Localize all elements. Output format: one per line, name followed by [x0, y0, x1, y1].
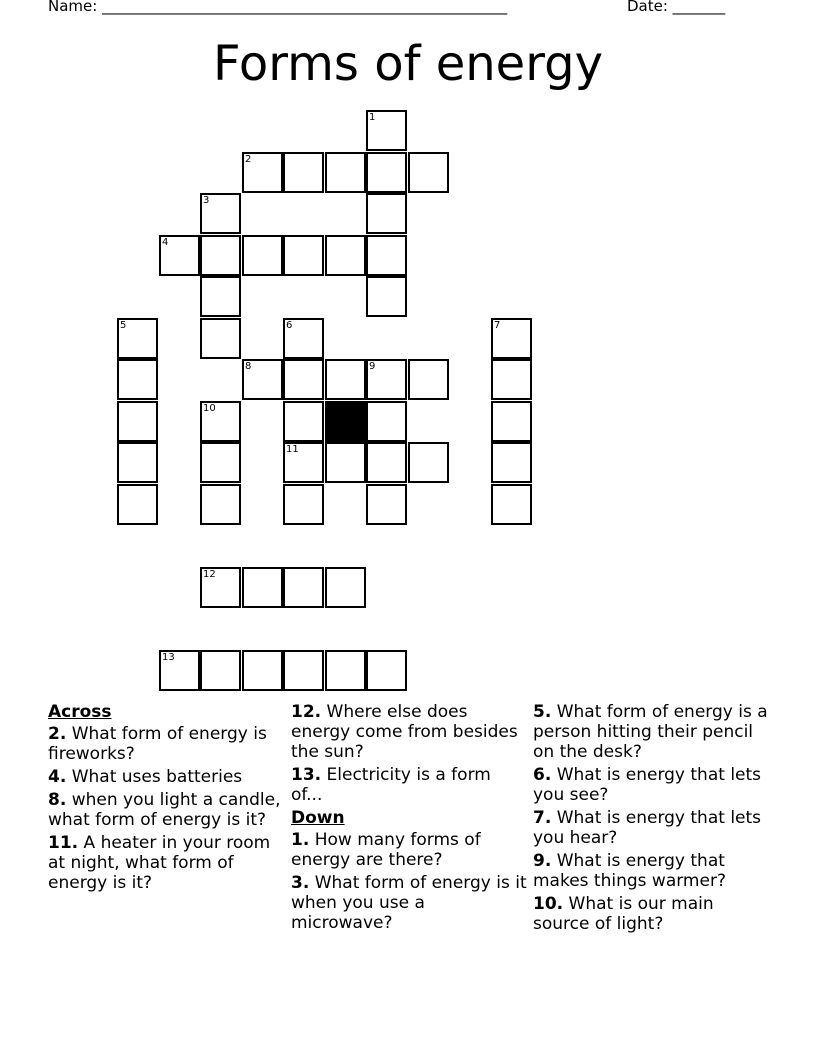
crossword-cell[interactable] [117, 359, 158, 400]
crossword-cell[interactable] [408, 152, 449, 193]
clue-number: 5. [533, 702, 552, 722]
crossword-cell[interactable] [408, 359, 449, 400]
crossword-cell[interactable] [325, 650, 366, 691]
crossword-cell[interactable] [117, 318, 158, 359]
crossword-cell[interactable] [491, 401, 532, 442]
crossword-cell[interactable] [283, 401, 324, 442]
clue-number: 11. [48, 833, 79, 853]
crossword-cell[interactable] [117, 442, 158, 483]
down-clue-6 [533, 765, 773, 805]
crossword-cell[interactable] [283, 235, 324, 276]
crossword-cell[interactable] [366, 650, 407, 691]
clue-number: 10. [533, 894, 564, 914]
crossword-cell[interactable] [242, 152, 283, 193]
across-clue-4 [48, 767, 283, 787]
clue-text: What uses batteries [71, 767, 243, 787]
crossword-cell[interactable] [366, 110, 407, 151]
crossword-cell[interactable] [325, 152, 366, 193]
clues-column-3 [533, 702, 773, 937]
crossword-cell[interactable] [366, 401, 407, 442]
crossword-cell[interactable] [200, 650, 241, 691]
name-field[interactable]: Name: ______________________________________________________ [48, 0, 508, 15]
across-heading: Across [48, 702, 112, 722]
crossword-cell[interactable] [325, 235, 366, 276]
cell-number: 4 [162, 237, 169, 248]
crossword-cell[interactable] [200, 484, 241, 525]
clues-column-1 [48, 702, 283, 896]
crossword-cell[interactable] [283, 567, 324, 608]
clue-number: 4. [48, 767, 67, 787]
crossword-cell[interactable] [325, 567, 366, 608]
clue-text: when you light a candle, what form of energy is it? [48, 790, 281, 830]
clue-text: Electricity is a form of... [291, 765, 491, 805]
cell-number: 6 [286, 320, 293, 331]
clue-text: What is energy that lets you see? [533, 765, 762, 805]
cell-number: 8 [245, 361, 252, 372]
crossword-cell[interactable] [117, 401, 158, 442]
cell-number: 11 [286, 444, 299, 455]
down-heading: Down [291, 808, 345, 828]
crossword-cell[interactable] [366, 442, 407, 483]
crossword-cell[interactable] [408, 442, 449, 483]
cell-number: 2 [245, 154, 252, 165]
crossword-cell[interactable] [200, 567, 241, 608]
clue-text: What form of energy is it when you use a microwave? [291, 873, 527, 933]
clue-text: How many forms of energy are there? [291, 830, 481, 870]
cell-number: 9 [369, 361, 376, 372]
crossword-cell[interactable] [325, 359, 366, 400]
clue-text: What is our main source of light? [533, 894, 714, 934]
clue-number: 9. [533, 851, 552, 871]
clue-text: What is energy that lets you hear? [533, 808, 762, 848]
crossword-cell[interactable] [491, 484, 532, 525]
cell-number: 1 [369, 112, 376, 123]
page-title: Forms of energy [213, 36, 603, 92]
clue-number: 13. [291, 765, 322, 785]
crossword-cell[interactable] [283, 359, 324, 400]
date-field[interactable]: Date: _______ [627, 0, 726, 15]
crossword-cell[interactable] [283, 318, 324, 359]
clues-column-2 [291, 702, 527, 936]
cell-number: 12 [203, 569, 216, 580]
down-clue-10 [533, 894, 773, 934]
crossword-cell[interactable] [159, 650, 200, 691]
clue-text: Where else does energy come from besides the sun? [291, 702, 518, 762]
crossword-cell[interactable] [242, 650, 283, 691]
clue-number: 1. [291, 830, 310, 850]
clue-text: What form of energy is fireworks? [48, 724, 267, 764]
down-clue-5 [533, 702, 773, 762]
down-clue-7 [533, 808, 773, 848]
crossword-cell[interactable] [366, 484, 407, 525]
crossword-cell[interactable] [491, 359, 532, 400]
crossword-cell[interactable] [117, 484, 158, 525]
crossword-cell[interactable] [200, 318, 241, 359]
clue-text: A heater in your room at night, what form of energy is it? [48, 833, 271, 893]
across-clue-8 [48, 790, 283, 830]
crossword-cell[interactable] [325, 442, 366, 483]
crossword-cell[interactable] [366, 193, 407, 234]
down-clue-3 [291, 873, 527, 933]
crossword-cell[interactable] [283, 484, 324, 525]
crossword-cell[interactable] [283, 152, 324, 193]
crossword-cell[interactable] [366, 152, 407, 193]
crossword-cell[interactable] [366, 276, 407, 317]
clue-text: What form of energy is a person hitting their pencil on the desk? [533, 702, 768, 762]
clue-number: 2. [48, 724, 67, 744]
crossword-cell[interactable] [491, 318, 532, 359]
crossword-cell[interactable] [242, 567, 283, 608]
clue-text: What is energy that makes things warmer? [533, 851, 726, 891]
cell-number: 7 [494, 320, 501, 331]
cell-number: 10 [203, 403, 216, 414]
clue-number: 8. [48, 790, 67, 810]
across-clue-11 [48, 833, 283, 893]
crossword-cell[interactable] [200, 235, 241, 276]
crossword-cell[interactable] [159, 235, 200, 276]
crossword-cell[interactable] [366, 235, 407, 276]
cell-number: 5 [120, 320, 127, 331]
across-clue-12 [291, 702, 527, 762]
cell-number: 13 [162, 652, 175, 663]
crossword-cell[interactable] [200, 276, 241, 317]
clue-number: 12. [291, 702, 322, 722]
crossword-cell[interactable] [242, 235, 283, 276]
crossword-cell[interactable] [491, 442, 532, 483]
crossword-cell[interactable] [200, 193, 241, 234]
down-clue-1 [291, 830, 527, 870]
down-clue-9 [533, 851, 773, 891]
crossword-cell[interactable] [366, 359, 407, 400]
across-clue-13 [291, 765, 527, 805]
crossword-block [325, 401, 366, 442]
clue-number: 7. [533, 808, 552, 828]
clue-number: 6. [533, 765, 552, 785]
crossword-cell[interactable] [200, 401, 241, 442]
cell-number: 3 [203, 195, 210, 206]
across-clue-2 [48, 724, 283, 764]
crossword-cell[interactable] [283, 650, 324, 691]
crossword-cell[interactable] [242, 359, 283, 400]
crossword-cell[interactable] [283, 442, 324, 483]
clue-number: 3. [291, 873, 310, 893]
crossword-cell[interactable] [200, 442, 241, 483]
